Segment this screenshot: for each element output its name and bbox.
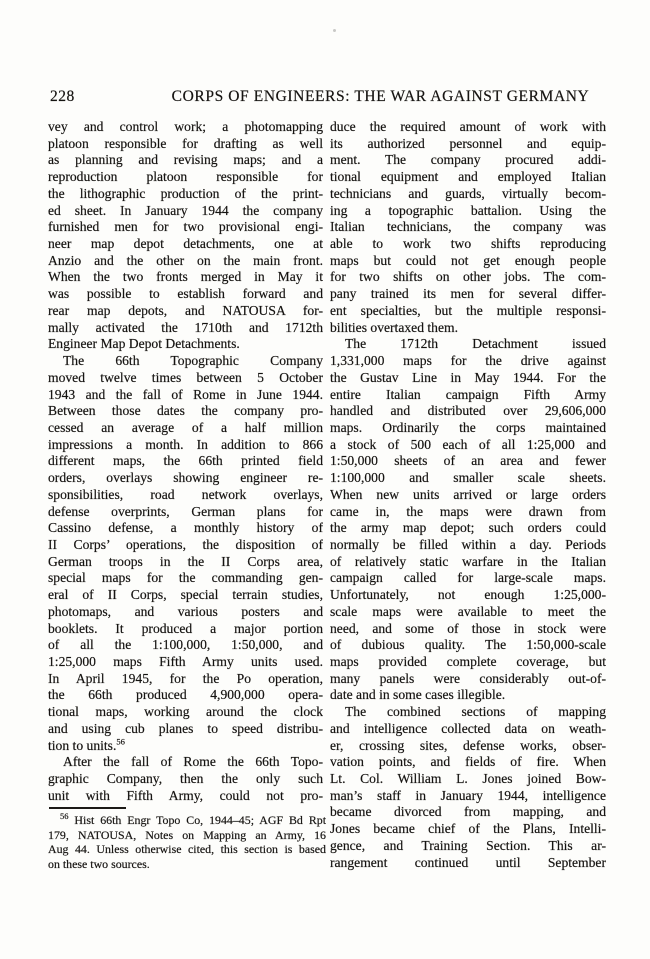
text-line: as planning and revising maps; and a bbox=[48, 152, 323, 168]
text-line: Between those dates the company pro- bbox=[48, 403, 323, 419]
text-line: When new units arrived or large orders bbox=[330, 486, 606, 502]
text-line: The 66th Topographic Company bbox=[63, 353, 323, 369]
text-line: orders, overlays showing engineer re- bbox=[48, 470, 323, 486]
text-line: In April 1945, for the Po operation, bbox=[48, 670, 323, 686]
text-line: of all the 1:100,000, 1:50,000, and bbox=[48, 637, 323, 653]
text-line: mally activated the 1710th and 1712th bbox=[48, 319, 323, 335]
text-line: 1943 and the fall of Rome in June 1944. bbox=[48, 386, 323, 402]
scan-artifact-dot bbox=[333, 29, 336, 32]
text-line: furnished men for two provisional engi- bbox=[48, 219, 323, 235]
text-line: need, and some of those in stock were bbox=[330, 620, 606, 636]
text-line: Unfortunately, not enough 1:25,000- bbox=[330, 587, 606, 603]
text-line: its authorized personnel and equip- bbox=[330, 135, 606, 151]
text-line: When the two fronts merged in May it bbox=[48, 269, 323, 285]
footnote-rule bbox=[49, 807, 126, 809]
text-line: sponsibilities, road network overlays, bbox=[48, 486, 323, 502]
text-line: many panels were considerably out-of- bbox=[330, 670, 606, 686]
footnote-ref: 56 bbox=[116, 737, 125, 747]
text-line: defense overprints, German plans for bbox=[48, 503, 323, 519]
text-line: 1,331,000 maps for the drive against bbox=[330, 353, 606, 369]
text-line: tional maps, working around the clock bbox=[48, 704, 323, 720]
text-line: the army map depot; such orders could bbox=[330, 520, 606, 536]
text-line: normally be filled within a day. Periods bbox=[330, 536, 606, 552]
text-line: special maps for the commanding gen- bbox=[48, 570, 323, 586]
text-line: for two shifts on other jobs. The com- bbox=[330, 269, 606, 285]
text-line: duce the required amount of work with bbox=[330, 119, 606, 134]
text-line: moved twelve times between 5 October bbox=[48, 369, 323, 385]
text-line: handled and distributed over 29,606,000 bbox=[330, 403, 606, 419]
page-number: 228 bbox=[50, 88, 75, 105]
text-line: ment. The company procured addi- bbox=[330, 152, 606, 168]
text-line: ent specialties, but the multiple responsi- bbox=[330, 302, 606, 318]
text-line: 1:100,000 and smaller scale sheets. bbox=[330, 470, 606, 486]
text-line: rear map depots, and NATOUSA for- bbox=[48, 302, 323, 318]
text-line: The 1712th Detachment issued bbox=[345, 336, 606, 352]
text-line: neer map depot detachments, one at bbox=[48, 236, 323, 252]
text-line: reproduction platoon responsible for bbox=[48, 169, 323, 185]
text-line: the Gustav Line in May 1944. For the bbox=[330, 369, 606, 385]
text-line: and using cub planes to speed distribu- bbox=[48, 720, 323, 736]
text-line: Anzio and the other on the main front. bbox=[48, 252, 323, 268]
text-line: date and in some cases illegible. bbox=[330, 687, 506, 703]
text-line: and intelligence collected data on weath- bbox=[330, 720, 606, 736]
text-line: booklets. It produced a major portion bbox=[48, 620, 323, 636]
text-line: $^{56}$ Hist 66th Engr Topo Co, 1944–45; AGF Bd Rpt bbox=[60, 813, 326, 827]
text-line: ing a topographic battalion. Using the bbox=[330, 202, 606, 218]
text-line: maps but could not get enough people bbox=[330, 252, 606, 268]
text-line: came in, the maps were drawn from bbox=[330, 503, 606, 519]
text-line: cessed an average of a half million bbox=[48, 419, 323, 435]
page-header bbox=[48, 88, 605, 110]
footnote-ref: 56 bbox=[60, 813, 69, 822]
text-line: a stock of 500 each of all 1:25,000 and bbox=[330, 436, 606, 452]
text-line: 179, NATOUSA, Notes on Mapping an Army, 16 bbox=[48, 827, 326, 842]
text-line: ed sheet. In January 1944 the company bbox=[48, 202, 323, 218]
text-line: of dubious quality. The 1:50,000-scale bbox=[330, 637, 606, 653]
text-line: German troops in the II Corps area, bbox=[48, 553, 323, 569]
text-line: technicians and guards, virtually becom- bbox=[330, 185, 606, 201]
text-line: tion to units.$^{56}$ bbox=[48, 737, 125, 753]
column-right bbox=[330, 119, 606, 871]
text-line: bilities overtaxed them. bbox=[330, 319, 458, 335]
text-line: Jones became chief of the Plans, Intelli- bbox=[330, 821, 606, 837]
text-line: maps. Ordinarily the corps maintained bbox=[330, 419, 606, 435]
text-line: vey and control work; a photomapping bbox=[48, 119, 323, 134]
text-line: The combined sections of mapping bbox=[345, 704, 606, 720]
running-title: CORPS OF ENGINEERS: THE WAR AGAINST GERMANY bbox=[171, 88, 590, 105]
text-line: tional equipment and employed Italian bbox=[330, 169, 606, 185]
text-line: Cassino defense, a monthly history of bbox=[48, 520, 323, 536]
text-line: the lithographic production of the print- bbox=[48, 185, 323, 201]
text-line: gence, and Training Section. This ar- bbox=[330, 837, 606, 853]
text-line: Italian technicians, the company was bbox=[330, 219, 606, 235]
footnote bbox=[48, 813, 326, 871]
text-line: able to work two shifts reproducing bbox=[330, 236, 606, 252]
text-line: platoon responsible for drafting as well bbox=[48, 135, 323, 151]
text-line: 1:25,000 maps Fifth Army units used. bbox=[48, 654, 323, 669]
text-line: on these two sources. bbox=[48, 856, 150, 871]
text-line: unit with Fifth Army, could not pro- bbox=[48, 787, 323, 803]
text-line: Aug 44. Unless otherwise cited, this section is based bbox=[48, 842, 326, 857]
text-line: Engineer Map Depot Detachments. bbox=[48, 336, 240, 352]
text-line: of relatively static warfare in the Italian bbox=[330, 553, 606, 569]
text-line: er, crossing sites, defense works, obser- bbox=[330, 737, 606, 753]
text-line: maps provided complete coverage, but bbox=[330, 654, 606, 669]
text-line: Lt. Col. William L. Jones joined Bow- bbox=[330, 771, 606, 787]
text-line: man’s staff in January 1944, intelligence bbox=[330, 787, 606, 803]
text-line: entire Italian campaign Fifth Army bbox=[330, 386, 606, 402]
text-line: the 66th produced 4,900,000 opera- bbox=[48, 687, 323, 703]
column-left bbox=[48, 119, 323, 804]
text-line: After the fall of Rome the 66th Topo- bbox=[63, 754, 323, 770]
text-line: graphic Company, then the only such bbox=[48, 771, 323, 787]
text-line: was possible to establish forward and bbox=[48, 286, 323, 302]
text-line: vation points, and fields of fire. When bbox=[330, 754, 606, 770]
text-line: eral of II Corps, special terrain studies, bbox=[48, 587, 323, 603]
text-line: photomaps, and various posters and bbox=[48, 603, 323, 619]
text-line: rangement continued until September bbox=[330, 854, 606, 870]
text-line: 1:50,000 sheets of an area and fewer bbox=[330, 453, 606, 469]
text-line: impressions a month. In addition to 866 bbox=[48, 436, 323, 452]
text-line: scale maps were available to meet the bbox=[330, 603, 606, 619]
text-line: different maps, the 66th printed field bbox=[48, 453, 323, 469]
text-line: campaign called for large-scale maps. bbox=[330, 570, 606, 586]
text-line: became divorced from mapping, and bbox=[330, 804, 606, 820]
text-line: II Corps’ operations, the disposition of bbox=[48, 536, 323, 552]
text-line: pany trained its men for several differ- bbox=[330, 286, 606, 302]
